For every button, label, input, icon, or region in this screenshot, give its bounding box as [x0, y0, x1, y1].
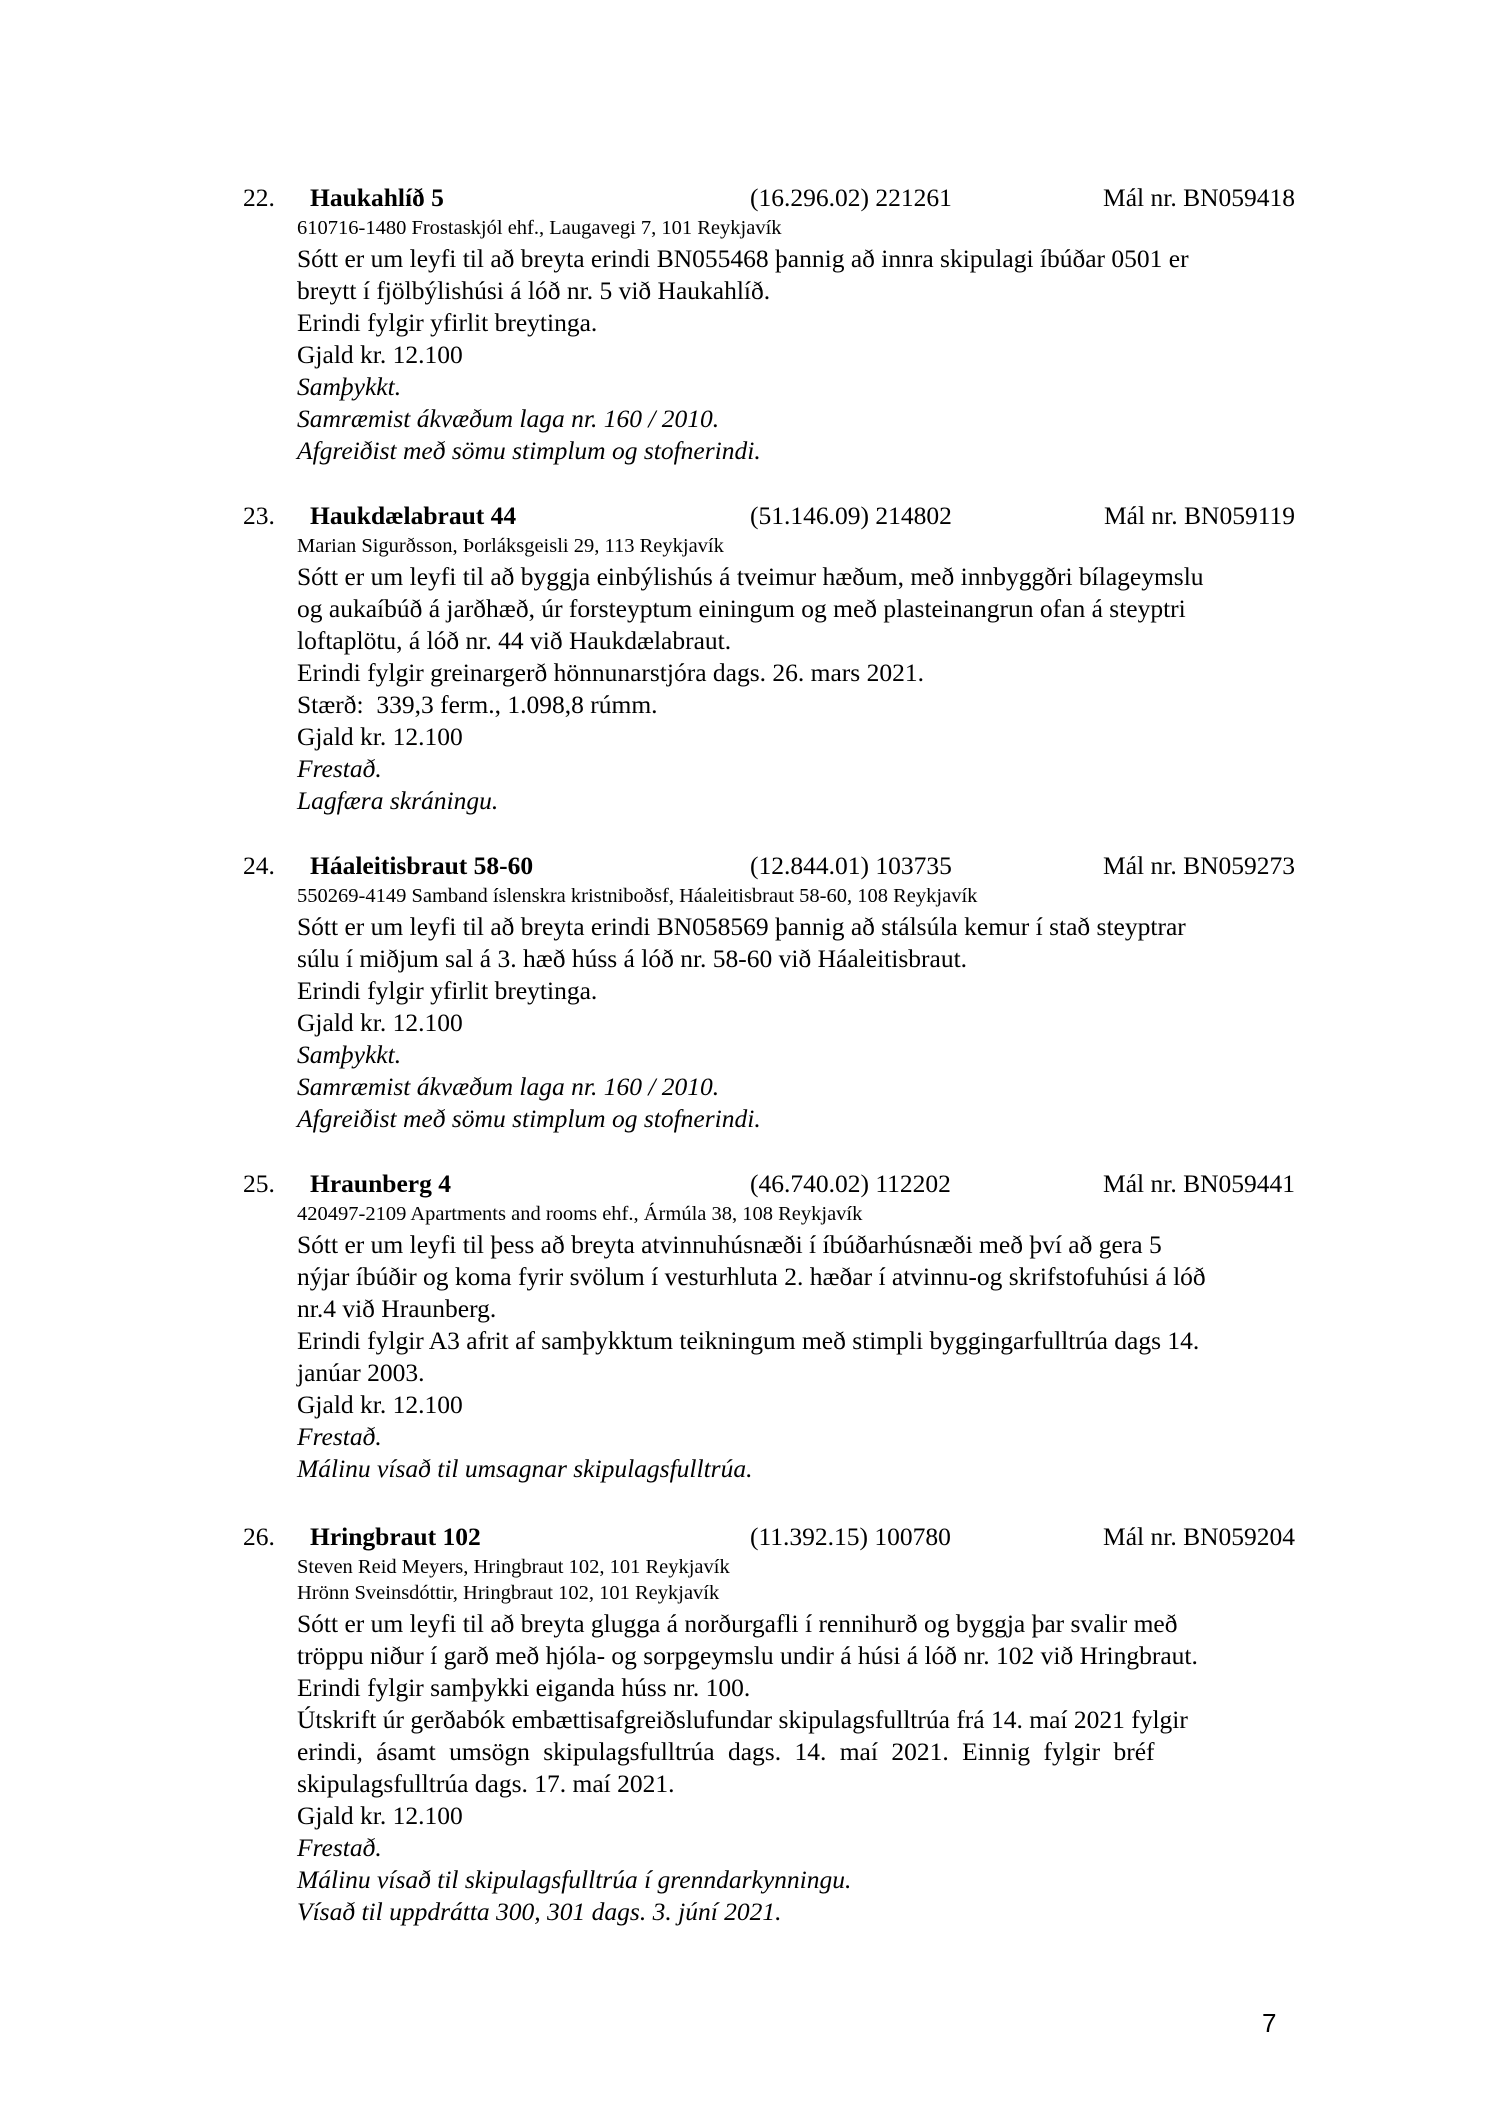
entry-header	[243, 499, 1295, 533]
entry-decision-note: Samræmist ákvæðum laga nr. 160 / 2010.	[297, 404, 720, 433]
entry-decision-note: Vísað til uppdrátta 300, 301 dags. 3. júní 2021.	[297, 1897, 782, 1926]
entry-26	[243, 1520, 1295, 1928]
entry-body-line: og aukaíbúð á jarðhæð, úr forsteyptum einingum og með plasteinangrun ofan á steyptri	[297, 594, 1186, 623]
entry-number: 24.	[243, 851, 275, 880]
entry-case-number: Mál nr. BN059418	[1103, 183, 1295, 212]
entry-decision-note: Lagfæra skráningu.	[297, 786, 499, 815]
entry-owner: Marian Sigurðsson, Þorláksgeisli 29, 113 Reykjavík	[297, 535, 724, 557]
page-number: 7	[1262, 2008, 1277, 2038]
entry-body-line: Sótt er um leyfi til að breyta erindi BN055468 þannig að innra skipulagi íbúðar 0501 er	[297, 244, 1189, 273]
entry-24	[243, 849, 1295, 1135]
entry-fee: Gjald kr. 12.100	[297, 1801, 463, 1830]
entry-case-number: Mál nr. BN059119	[1103, 501, 1295, 530]
entry-decision-note: Afgreiðist með sömu stimplum og stofnerindi.	[297, 1104, 761, 1133]
entry-address: Haukdælabraut 44	[310, 501, 517, 530]
entry-decision-note: Samræmist ákvæðum laga nr. 160 / 2010.	[297, 1072, 720, 1101]
entry-header	[243, 1520, 1295, 1554]
entry-23	[243, 499, 1295, 817]
entry-decision: Samþykkt.	[297, 372, 402, 401]
entry-body-line: Sótt er um leyfi til að breyta glugga á norðurgafli í rennihurð og byggja þar svalir með	[297, 1609, 1178, 1638]
entry-body-line: nýjar íbúðir og koma fyrir svölum í vesturhluta 2. hæðar í atvinnu-og skrifstofuhúsi á lóð	[297, 1262, 1206, 1291]
entry-body-line: Útskrift úr gerðabók embættisafgreiðslufundar skipulagsfulltrúa frá 14. maí 2021 fylgir	[297, 1705, 1188, 1734]
entry-owner: Steven Reid Meyers, Hringbraut 102, 101 Reykjavík	[297, 1556, 730, 1578]
entry-number: 23.	[243, 501, 275, 530]
entry-header	[243, 1167, 1295, 1201]
entry-body-line: tröppu niður í garð með hjóla- og sorpgeymslu undir á húsi á lóð nr. 102 við Hringbraut.	[297, 1641, 1198, 1670]
entry-fee: Gjald kr. 12.100	[297, 722, 463, 751]
entry-owner: Hrönn Sveinsdóttir, Hringbraut 102, 101 Reykjavík	[297, 1582, 720, 1604]
entry-owner: 420497-2109 Apartments and rooms ehf., Ármúla 38, 108 Reykjavík	[297, 1203, 863, 1225]
entry-reference: (16.296.02) 221261	[750, 183, 952, 212]
entry-body-line: Erindi fylgir yfirlit breytinga.	[297, 976, 598, 1005]
entry-fee: Gjald kr. 12.100	[297, 1008, 463, 1037]
entry-case-number: Mál nr. BN059273	[1103, 851, 1295, 880]
entry-body-line: breytt í fjölbýlishúsi á lóð nr. 5 við Haukahlíð.	[297, 276, 771, 305]
entry-body-line: Erindi fylgir greinargerð hönnunarstjóra dags. 26. mars 2021.	[297, 658, 924, 687]
entry-decision-note: Málinu vísað til skipulagsfulltrúa í grenndarkynningu.	[297, 1865, 852, 1894]
entry-number: 22.	[243, 183, 275, 212]
entry-body-line: Sótt er um leyfi til að breyta erindi BN058569 þannig að stálsúla kemur í stað steyptrar	[297, 912, 1186, 941]
entry-owner: 550269-4149 Samband íslenskra kristniboðsf, Háaleitisbraut 58-60, 108 Reykjavík	[297, 885, 978, 907]
entry-case-number: Mál nr. BN059441	[1103, 1169, 1295, 1198]
entry-reference: (12.844.01) 103735	[750, 851, 952, 880]
entry-body-line: Erindi fylgir yfirlit breytinga.	[297, 308, 598, 337]
entry-reference: (51.146.09) 214802	[750, 501, 952, 530]
entry-decision: Frestað.	[297, 1422, 382, 1451]
entry-22	[243, 181, 1295, 467]
entry-number: 26.	[243, 1522, 275, 1551]
entry-reference: (46.740.02) 112202	[750, 1169, 951, 1198]
entry-header	[243, 181, 1295, 215]
entry-number: 25.	[243, 1169, 275, 1198]
entry-body-line: erindi, ásamt umsögn skipulagsfulltrúa dags. 14. maí 2021. Einnig fylgir bréf	[297, 1737, 1155, 1766]
entry-body-line: janúar 2003.	[297, 1358, 425, 1387]
entry-case-number: Mál nr. BN059204	[1103, 1522, 1295, 1551]
entry-decision: Samþykkt.	[297, 1040, 402, 1069]
entry-address: Hraunberg 4	[310, 1169, 451, 1198]
entry-address: Háaleitisbraut 58-60	[310, 851, 534, 880]
entry-decision: Frestað.	[297, 1833, 382, 1862]
entry-decision-note: Afgreiðist með sömu stimplum og stofnerindi.	[297, 436, 761, 465]
entry-body-line: Sótt er um leyfi til að byggja einbýlishús á tveimur hæðum, með innbyggðri bílageymslu	[297, 562, 1204, 591]
entry-decision-note: Málinu vísað til umsagnar skipulagsfulltrúa.	[297, 1454, 753, 1483]
entry-size: Stærð: 339,3 ferm., 1.098,8 rúmm.	[297, 690, 658, 719]
entry-reference: (11.392.15) 100780	[750, 1522, 951, 1551]
entry-address: Hringbraut 102	[310, 1522, 481, 1551]
entry-body-line: skipulagsfulltrúa dags. 17. maí 2021.	[297, 1769, 675, 1798]
entry-body-line: nr.4 við Hraunberg.	[297, 1294, 497, 1323]
entry-header	[243, 849, 1295, 883]
entry-25	[243, 1167, 1295, 1485]
entry-body-line: Erindi fylgir samþykki eiganda húss nr. 100.	[297, 1673, 751, 1702]
entry-decision: Frestað.	[297, 754, 382, 783]
entry-body-line: Erindi fylgir A3 afrit af samþykktum teikningum með stimpli byggingarfulltrúa dags 14.	[297, 1326, 1200, 1355]
entry-body-line: Sótt er um leyfi til þess að breyta atvinnuhúsnæði í íbúðarhúsnæði með því að gera 5	[297, 1230, 1162, 1259]
entry-fee: Gjald kr. 12.100	[297, 340, 463, 369]
entry-body-line: loftaplötu, á lóð nr. 44 við Haukdælabraut.	[297, 626, 732, 655]
entry-fee: Gjald kr. 12.100	[297, 1390, 463, 1419]
entry-owner: 610716-1480 Frostaskjól ehf., Laugavegi 7, 101 Reykjavík	[297, 217, 782, 239]
entry-body-line: súlu í miðjum sal á 3. hæð húss á lóð nr. 58-60 við Háaleitisbraut.	[297, 944, 968, 973]
entry-address: Haukahlíð 5	[310, 183, 444, 212]
